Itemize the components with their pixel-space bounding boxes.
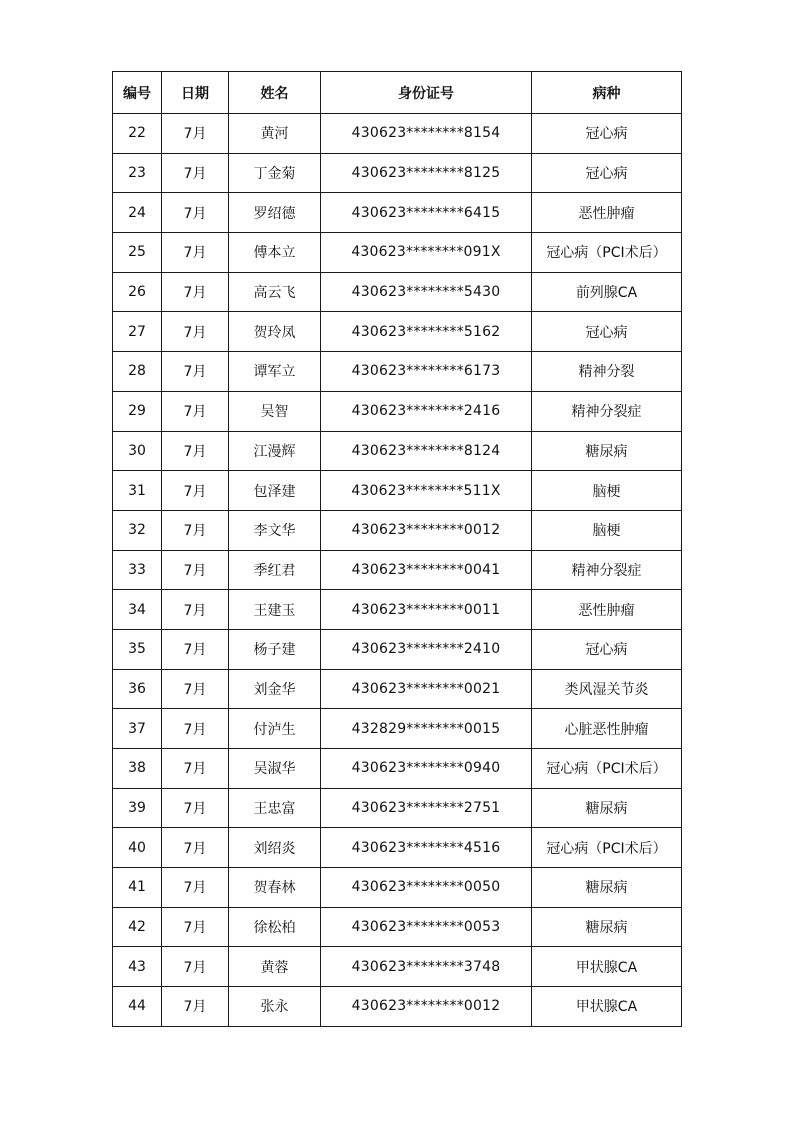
cell-number: 36 — [113, 669, 162, 709]
cell-number: 27 — [113, 312, 162, 352]
cell-number: 44 — [113, 987, 162, 1027]
cell-id-number: 430623********5162 — [321, 312, 532, 352]
cell-date: 7月 — [162, 550, 229, 590]
cell-number: 33 — [113, 550, 162, 590]
table-row — [113, 153, 682, 193]
cell-disease: 精神分裂 — [532, 352, 682, 392]
table-row — [113, 352, 682, 392]
cell-date: 7月 — [162, 709, 229, 749]
cell-number: 37 — [113, 709, 162, 749]
document-page — [112, 71, 682, 1027]
cell-number: 28 — [113, 352, 162, 392]
cell-id-number: 430623********8125 — [321, 153, 532, 193]
cell-number: 24 — [113, 193, 162, 233]
table-header — [113, 72, 682, 114]
cell-id-number: 430623********3748 — [321, 947, 532, 987]
cell-name: 黄河 — [229, 114, 321, 154]
cell-name: 刘绍炎 — [229, 828, 321, 868]
cell-number: 42 — [113, 907, 162, 947]
table-row — [113, 510, 682, 550]
cell-date: 7月 — [162, 788, 229, 828]
cell-name: 吴淑华 — [229, 749, 321, 789]
cell-disease: 冠心病（PCI术后） — [532, 233, 682, 273]
cell-disease: 糖尿病 — [532, 868, 682, 908]
cell-id-number: 430623********0053 — [321, 907, 532, 947]
cell-id-number: 430623********4516 — [321, 828, 532, 868]
cell-date: 7月 — [162, 233, 229, 273]
cell-disease: 冠心病 — [532, 312, 682, 352]
records-table — [112, 71, 682, 1027]
cell-id-number: 432829********0015 — [321, 709, 532, 749]
cell-name: 高云飞 — [229, 272, 321, 312]
cell-date: 7月 — [162, 907, 229, 947]
cell-date: 7月 — [162, 868, 229, 908]
header-name: 姓名 — [229, 72, 321, 114]
cell-disease: 恶性肿瘤 — [532, 193, 682, 233]
cell-number: 26 — [113, 272, 162, 312]
cell-id-number: 430623********2751 — [321, 788, 532, 828]
cell-disease: 前列腺CA — [532, 272, 682, 312]
cell-id-number: 430623********0011 — [321, 590, 532, 630]
table-row — [113, 947, 682, 987]
cell-name: 黄蓉 — [229, 947, 321, 987]
cell-number: 34 — [113, 590, 162, 630]
cell-id-number: 430623********0940 — [321, 749, 532, 789]
cell-number: 38 — [113, 749, 162, 789]
cell-name: 谭军立 — [229, 352, 321, 392]
header-number: 编号 — [113, 72, 162, 114]
cell-date: 7月 — [162, 987, 229, 1027]
cell-disease: 甲状腺CA — [532, 987, 682, 1027]
cell-date: 7月 — [162, 828, 229, 868]
cell-disease: 精神分裂症 — [532, 550, 682, 590]
cell-date: 7月 — [162, 947, 229, 987]
cell-id-number: 430623********0012 — [321, 510, 532, 550]
cell-date: 7月 — [162, 352, 229, 392]
cell-number: 31 — [113, 471, 162, 511]
cell-number: 41 — [113, 868, 162, 908]
cell-id-number: 430623********5430 — [321, 272, 532, 312]
cell-number: 35 — [113, 629, 162, 669]
cell-id-number: 430623********0021 — [321, 669, 532, 709]
cell-id-number: 430623********0012 — [321, 987, 532, 1027]
cell-id-number: 430623********6415 — [321, 193, 532, 233]
cell-name: 江漫辉 — [229, 431, 321, 471]
header-id-number: 身份证号 — [321, 72, 532, 114]
cell-disease: 糖尿病 — [532, 907, 682, 947]
cell-name: 徐松柏 — [229, 907, 321, 947]
cell-disease: 脑梗 — [532, 510, 682, 550]
table-body — [113, 114, 682, 1027]
header-date: 日期 — [162, 72, 229, 114]
cell-number: 25 — [113, 233, 162, 273]
cell-name: 罗绍德 — [229, 193, 321, 233]
cell-disease: 冠心病 — [532, 629, 682, 669]
cell-disease: 冠心病 — [532, 114, 682, 154]
table-row — [113, 193, 682, 233]
cell-disease: 脑梗 — [532, 471, 682, 511]
cell-disease: 糖尿病 — [532, 431, 682, 471]
cell-name: 包泽建 — [229, 471, 321, 511]
cell-number: 32 — [113, 510, 162, 550]
cell-name: 张永 — [229, 987, 321, 1027]
cell-disease: 冠心病 — [532, 153, 682, 193]
cell-date: 7月 — [162, 431, 229, 471]
cell-name: 贺春林 — [229, 868, 321, 908]
cell-disease: 恶性肿瘤 — [532, 590, 682, 630]
cell-name: 季红君 — [229, 550, 321, 590]
cell-date: 7月 — [162, 312, 229, 352]
cell-id-number: 430623********6173 — [321, 352, 532, 392]
cell-disease: 心脏恶性肿瘤 — [532, 709, 682, 749]
cell-disease: 甲状腺CA — [532, 947, 682, 987]
table-row — [113, 669, 682, 709]
cell-id-number: 430623********511X — [321, 471, 532, 511]
cell-number: 39 — [113, 788, 162, 828]
table-row — [113, 987, 682, 1027]
table-row — [113, 114, 682, 154]
table-row — [113, 431, 682, 471]
cell-number: 23 — [113, 153, 162, 193]
cell-date: 7月 — [162, 471, 229, 511]
cell-name: 傅本立 — [229, 233, 321, 273]
cell-name: 李文华 — [229, 510, 321, 550]
cell-disease: 冠心病（PCI术后） — [532, 749, 682, 789]
cell-date: 7月 — [162, 669, 229, 709]
table-row — [113, 788, 682, 828]
cell-name: 贺玲凤 — [229, 312, 321, 352]
table-row — [113, 709, 682, 749]
cell-number: 43 — [113, 947, 162, 987]
cell-name: 王建玉 — [229, 590, 321, 630]
cell-name: 刘金华 — [229, 669, 321, 709]
cell-id-number: 430623********2416 — [321, 391, 532, 431]
cell-number: 22 — [113, 114, 162, 154]
cell-number: 29 — [113, 391, 162, 431]
cell-number: 40 — [113, 828, 162, 868]
table-row — [113, 312, 682, 352]
cell-name: 丁金菊 — [229, 153, 321, 193]
cell-date: 7月 — [162, 629, 229, 669]
cell-date: 7月 — [162, 153, 229, 193]
cell-date: 7月 — [162, 272, 229, 312]
cell-disease: 类风湿关节炎 — [532, 669, 682, 709]
header-row — [113, 72, 682, 114]
table-row — [113, 391, 682, 431]
cell-id-number: 430623********2410 — [321, 629, 532, 669]
cell-date: 7月 — [162, 114, 229, 154]
cell-disease: 精神分裂症 — [532, 391, 682, 431]
table-row — [113, 471, 682, 511]
cell-name: 付泸生 — [229, 709, 321, 749]
table-row — [113, 233, 682, 273]
cell-number: 30 — [113, 431, 162, 471]
cell-date: 7月 — [162, 749, 229, 789]
cell-name: 王忠富 — [229, 788, 321, 828]
table-row — [113, 907, 682, 947]
table-row — [113, 590, 682, 630]
header-disease: 病种 — [532, 72, 682, 114]
table-row — [113, 868, 682, 908]
cell-name: 杨子建 — [229, 629, 321, 669]
table-row — [113, 828, 682, 868]
cell-id-number: 430623********0041 — [321, 550, 532, 590]
cell-name: 吴智 — [229, 391, 321, 431]
cell-date: 7月 — [162, 193, 229, 233]
cell-date: 7月 — [162, 510, 229, 550]
cell-id-number: 430623********091X — [321, 233, 532, 273]
table-row — [113, 749, 682, 789]
cell-disease: 糖尿病 — [532, 788, 682, 828]
table-row — [113, 272, 682, 312]
table-row — [113, 550, 682, 590]
cell-id-number: 430623********0050 — [321, 868, 532, 908]
cell-date: 7月 — [162, 391, 229, 431]
cell-date: 7月 — [162, 590, 229, 630]
cell-id-number: 430623********8124 — [321, 431, 532, 471]
cell-disease: 冠心病（PCI术后） — [532, 828, 682, 868]
cell-id-number: 430623********8154 — [321, 114, 532, 154]
table-row — [113, 629, 682, 669]
